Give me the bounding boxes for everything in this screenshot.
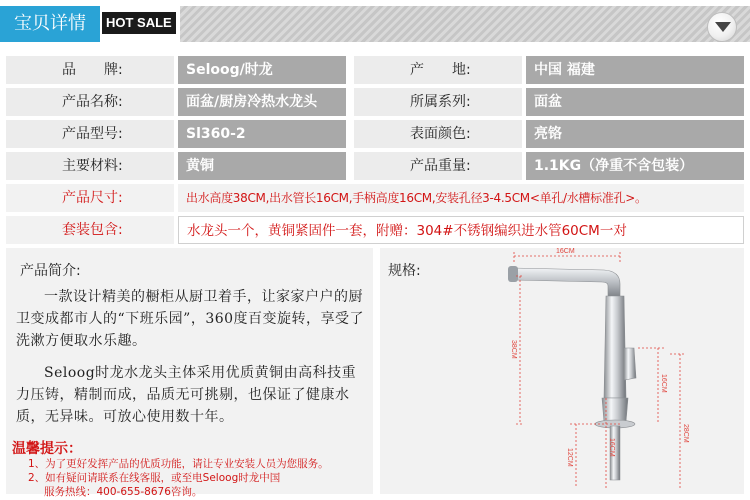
dim-spout-length: 16CM [556,248,575,255]
spec-value-brand: Seloog/时龙 [178,56,346,84]
notice-line-2: 2、如有疑问请联系在线客服，或至电Seloog时龙中国 [28,472,281,484]
spec-diagram-panel [380,248,744,494]
spec-label-origin: 产 地: [354,56,522,84]
spec-label-name: 产品名称: [6,88,174,116]
hot-sale-badge: HOT SALE [102,12,176,34]
spec-diagram-title: 规格: [388,263,421,279]
dim-base-height: 12CM [566,448,573,467]
package-label: 套装包含: [6,216,174,244]
spec-label-series: 所属系列: [354,88,522,116]
spec-table [0,52,750,242]
intro-title: 产品简介: [20,263,81,279]
spec-label-model: 产品型号: [6,120,174,148]
size-value: 出水高度38CM,出水管长16CM,手柄高度16CM,安装孔径3-4.5CM<单孔/水槽标准孔>。 [178,184,744,212]
faucet-diagram [380,248,744,494]
intro-paragraph-2: Seloog时龙水龙头主体采用优质黄铜由高科技重力压铸，精制而成，品质无可挑剔，也保证了健康水质，无异味。可放心使用数十年。 [16,365,357,425]
package-value: 水龙头一个，黄铜紧固件一套，附赠：304#不锈钢编织进水管60CM一对 [178,216,744,244]
spec-value-color: 亮铬 [526,120,744,148]
spec-label-weight: 产品重量: [354,152,522,180]
notice-line-1: 1、为了更好发挥产品的优质功能，请让专业安装人员为您服务。 [28,458,329,470]
spec-value-material: 黄铜 [178,152,346,180]
spec-label-material: 主要材料: [6,152,174,180]
spec-value-weight: 1.1KG（净重不含包装） [526,152,744,180]
collapse-toggle-button[interactable] [707,12,737,42]
dim-column-height: 16CM [608,438,615,457]
size-label: 产品尺寸: [6,184,174,212]
intro-paragraph-1: 一款设计精美的橱柜从厨卫着手，让家家户户的厨卫变成都市人的“下班乐园”，360度百变旋转，享受了洗漱方便取水乐趣。 [16,289,365,349]
notice-title: 温馨提示： [12,441,82,457]
header-title: 宝贝详情 [0,6,100,42]
spec-label-color: 表面颜色: [354,120,522,148]
spec-label-brand: 品 牌: [6,56,174,84]
dim-total-height: 28CM [682,424,689,443]
spec-value-origin: 中国 福建 [526,56,744,84]
spec-value-series: 面盆 [526,88,744,116]
spec-value-name: 面盆/厨房冷热水龙头 [178,88,346,116]
spec-value-model: Sl360-2 [178,120,346,148]
notice-line-3: 服务热线：400-655-8676咨询。 [44,486,203,498]
detail-header [0,0,750,48]
header-stripe [180,6,750,42]
chevron-down-icon [715,22,731,33]
dim-spout-height: 38CM [510,340,517,359]
dim-handle-height: 16CM [660,374,667,393]
intro-panel [6,248,373,498]
